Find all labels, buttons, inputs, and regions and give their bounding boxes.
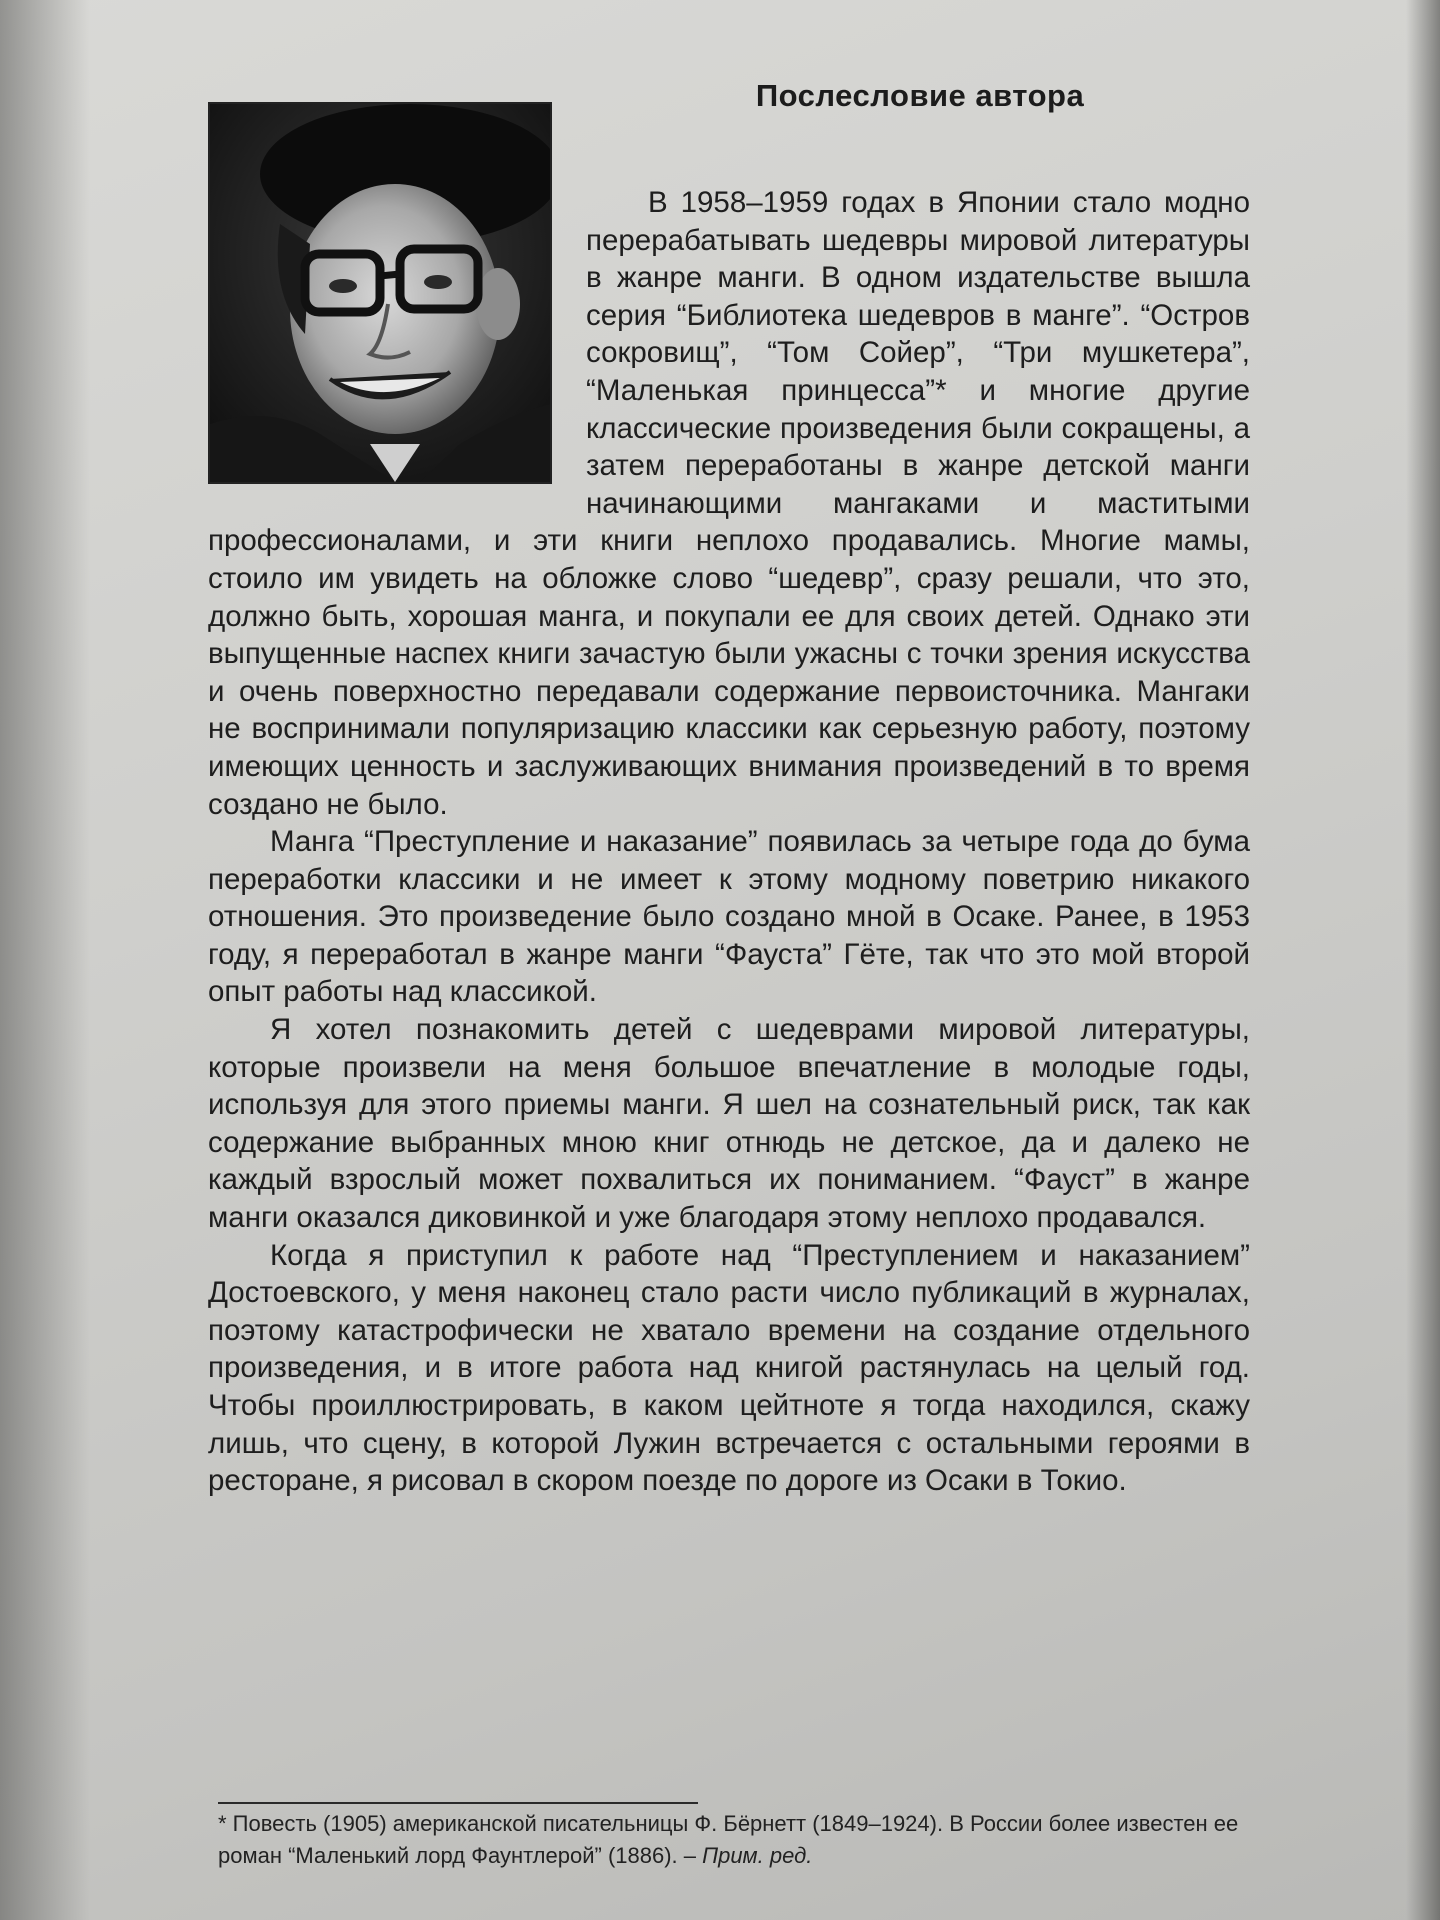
page-gutter-shadow bbox=[0, 0, 90, 1920]
photo-wrap-spacer bbox=[208, 184, 586, 500]
paragraph-3: Я хотел познакомить детей с шедеврами мировой литературы, которые произвели на меня большое впечатление в молодые годы, используя для этого приемы манги. Я шел на сознательный риск, так как содержание выбранных мною книг отнюдь не детское, да и далеко не каждый взрослый может похвалиться их пониманием. “Фауст” в жанре манги оказался диковинкой и уже благодаря этому неплохо продавался. bbox=[208, 1013, 1250, 1235]
paragraph-4: Когда я приступил к работе над “Преступлением и наказанием” Достоевского, у меня наконец стало расти число публикаций в журналах, поэтому катастрофически не хватало времени на создание отдельного произведения, и в итоге работа над книгой растянулась на целый год. Чтобы проиллюстрировать, в каком цейтноте я тогда находился, скажу лишь, что сцену, в которой Лужин встречается с остальными героями в ресторане, я рисовал в скором поезде по дороге из Осаки в Токио. bbox=[208, 1238, 1250, 1498]
afterword-body bbox=[208, 184, 1250, 1500]
paragraph-2: Манга “Преступление и наказание” появилась за четыре года до бума переработки классики и не имеет к этому модному поветрию никакого отношения. Это произведение было создано мной в Осаке. Ранее, в 1953 году, я переработал в жанре манги “Фауста” Гёте, так что это мой второй опыт работы над классикой. bbox=[208, 825, 1250, 1009]
paragraph-1: В 1958–1959 годах в Японии стало модно перерабатывать шедевры мировой литературы в жанре манги. В одном издательстве вышла серия “Библиотека шедевров в манге”. “Остров сокровищ”, “Том Сойер”, “Три мушкетера”, “Маленькая принцесса”* и многие другие классические произведения были сокращены, а затем переработаны в жанре детской манги начинающими мангаками и маститыми профессионалами, и эти книги неплохо продавались. Многие мамы, стоило им увидеть на обложке слово “шедевр”, сразу решали, что это, должно быть, хорошая манга, и покупали ее для своих детей. Однако эти выпущенные наспех книги зачастую были ужасны с точки зрения искусства и очень поверхностно передавали содержание первоисточника. Мангаки не воспринимали популяризацию классики как серьезную работу, поэтому имеющих ценность и заслуживающих внимания произведений в то время создано не было. bbox=[208, 186, 1250, 821]
footnote bbox=[218, 1784, 1248, 1872]
footnote-editor-note: Прим. ред. bbox=[702, 1843, 813, 1868]
footnote-text: * Повесть (1905) американской писательницы Ф. Бёрнетт (1849–1924). В России более известен ее роман “Маленький лорд Фаунтлерой” (1886). – bbox=[218, 1811, 1239, 1868]
page-edge-shadow bbox=[1406, 0, 1440, 1920]
page-title: Послесловие автора bbox=[755, 78, 1085, 113]
